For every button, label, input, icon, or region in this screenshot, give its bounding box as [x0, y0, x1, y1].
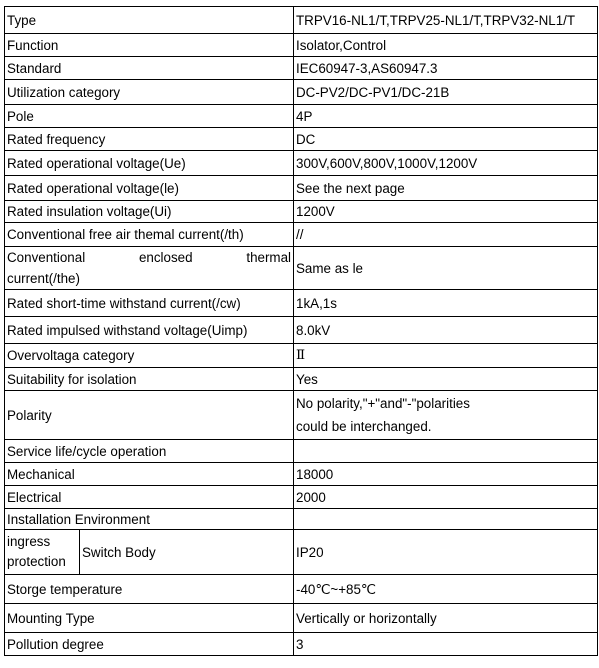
spec-label: Standard: [5, 57, 294, 80]
spec-label: Polarity: [5, 391, 294, 440]
table-row: [5, 247, 598, 290]
spec-label: Function: [5, 34, 294, 57]
spec-value: See the next page: [294, 176, 598, 201]
table-row: [5, 530, 598, 575]
table-row: [5, 7, 598, 34]
label-line: [7, 247, 291, 268]
spec-value: 2000: [294, 486, 598, 509]
table-row: [5, 440, 598, 463]
label-line: protection: [7, 554, 66, 569]
table-row: [5, 486, 598, 509]
switch-body-label: Switch Body: [82, 544, 156, 560]
spec-value: Same as le: [294, 247, 598, 290]
label-word: enclosed: [138, 250, 193, 265]
spec-value: Isolator,Control: [294, 34, 598, 57]
spec-value: 18000: [294, 463, 598, 486]
spec-value: Vertically or horizontally: [294, 604, 598, 633]
spec-label: Overvoltaga category: [5, 344, 294, 368]
spec-value: [294, 391, 598, 440]
table-row: [5, 391, 598, 440]
spec-value: 300V,600V,800V,1000V,1200V: [294, 151, 598, 176]
spec-label: Utilization category: [5, 80, 294, 105]
spec-label: Rated impulsed withstand voltage(Uimp): [5, 317, 294, 344]
label-line: ingress: [7, 534, 51, 549]
spec-value: IEC60947-3,AS60947.3: [294, 57, 598, 80]
spec-label-split: [5, 530, 294, 575]
spec-label: Type: [5, 7, 294, 34]
table-row: [5, 463, 598, 486]
table-row: [5, 368, 598, 391]
spec-label: Rated frequency: [5, 128, 294, 151]
spec-label: Suitability for isolation: [5, 368, 294, 391]
spec-value: TRPV16-NL1/T,TRPV25-NL1/T,TRPV32-NL1/T: [294, 7, 598, 34]
spec-label: Rated insulation voltage(Ui): [5, 201, 294, 223]
value-line: could be interchanged.: [296, 419, 432, 434]
table-row: [5, 317, 598, 344]
spec-value: Ⅱ: [294, 344, 598, 368]
table-row: [5, 201, 598, 223]
spec-value: 1200V: [294, 201, 598, 223]
spec-label: Installation Environment: [5, 509, 294, 530]
spec-label: Mechanical: [5, 463, 294, 486]
spec-label: Electrical: [5, 486, 294, 509]
table-row: [5, 57, 598, 80]
table-row: [5, 105, 598, 128]
spec-value: DC-PV2/DC-PV1/DC-21B: [294, 80, 598, 105]
spec-value: //: [294, 223, 598, 247]
spec-label: Rated operational voltage(Ue): [5, 151, 294, 176]
spec-label: Rated short-time withstand current(/cw): [5, 290, 294, 317]
table-row: [5, 223, 598, 247]
label-line: current(/the): [7, 271, 80, 286]
ingress-protection-label: [5, 530, 80, 574]
spec-label: Pollution degree: [5, 633, 294, 656]
spec-value: 8.0kV: [294, 317, 598, 344]
spec-label: [5, 247, 294, 290]
spec-label: Conventional free air themal current(/th): [5, 223, 294, 247]
table-row: [5, 344, 598, 368]
specification-table: [4, 6, 598, 656]
table-row: [5, 575, 598, 604]
split-container: [5, 530, 293, 574]
spec-value: [294, 509, 598, 530]
spec-value: -40℃~+85℃: [294, 575, 598, 604]
spec-label: Storge temperature: [5, 575, 294, 604]
table-row: [5, 151, 598, 176]
spec-label: Mounting Type: [5, 604, 294, 633]
spec-value: [294, 440, 598, 463]
spec-label: Pole: [5, 105, 294, 128]
table-row: [5, 176, 598, 201]
spec-value: Yes: [294, 368, 598, 391]
label-word: thermal: [246, 250, 291, 265]
value-line: No polarity,"+"and"-"polarities: [296, 396, 470, 411]
table-row: [5, 509, 598, 530]
spec-value: IP20: [294, 530, 598, 575]
spec-value: DC: [294, 128, 598, 151]
table-row: [5, 80, 598, 105]
table-row: [5, 34, 598, 57]
spec-label: Rated operational voltage(le): [5, 176, 294, 201]
table-row: [5, 290, 598, 317]
spec-value: 1kA,1s: [294, 290, 598, 317]
table-row: [5, 633, 598, 656]
table-row: [5, 604, 598, 633]
spec-value: 3: [294, 633, 598, 656]
label-word: Conventional: [7, 250, 86, 265]
spec-value: 4P: [294, 105, 598, 128]
spec-label: Service life/cycle operation: [5, 440, 294, 463]
table-row: [5, 128, 598, 151]
